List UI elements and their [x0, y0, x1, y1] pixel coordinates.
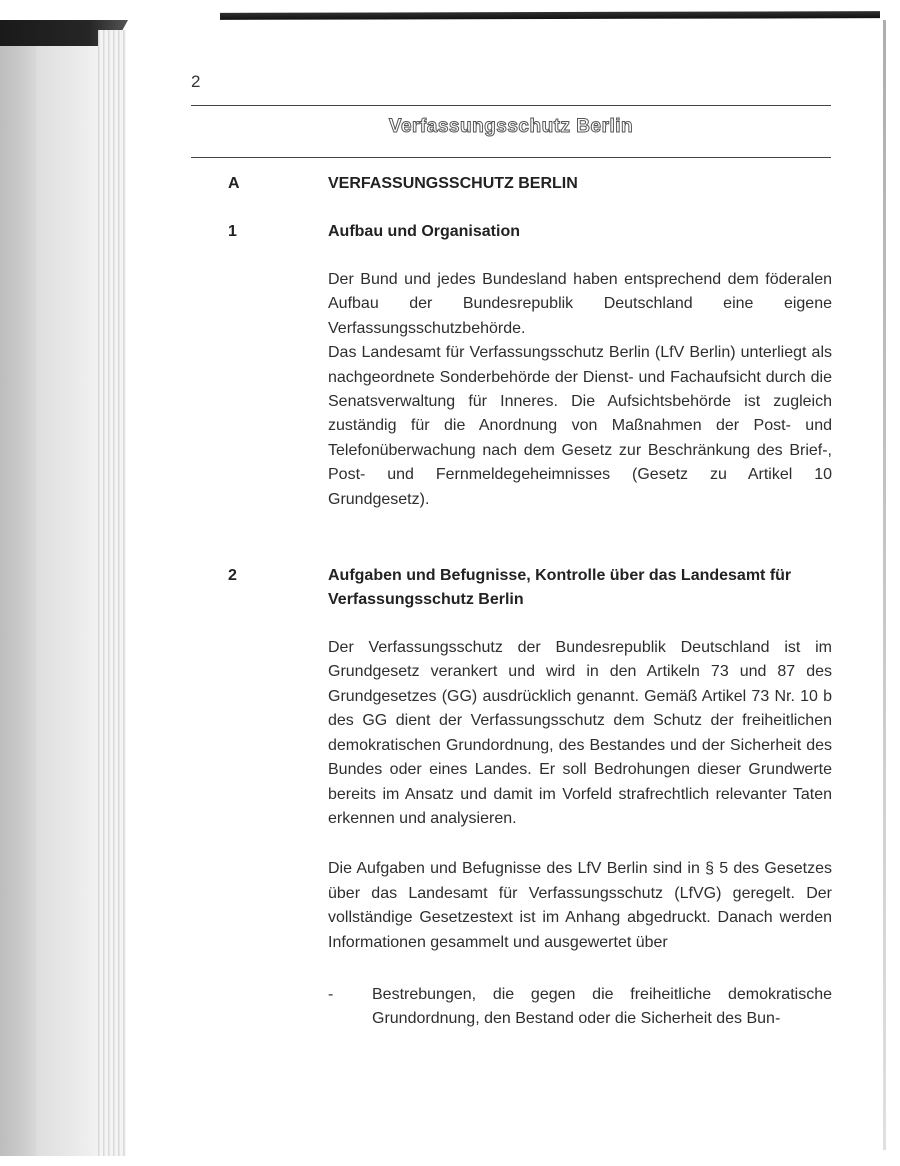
section-1-title: Aufbau und Organisation [328, 223, 520, 240]
running-head: Verfassungsschutz Berlin [388, 116, 634, 137]
section-1-paragraph: Der Bund und jedes Bundesland haben entsprechend dem föderalen Aufbau der Bundesrepublik Deutschland eine eigene Verfassungsschutzbehörde. [328, 271, 832, 337]
page-number: 2 [191, 72, 201, 91]
top-page-edge [220, 11, 880, 20]
book-spine-inner [36, 46, 98, 1156]
page-content [228, 172, 832, 1032]
list-item-marker: - [328, 985, 334, 1003]
section-a-title: VERFASSUNGSSCHUTZ BERLIN [328, 175, 578, 192]
section-2-heading [228, 564, 832, 612]
header-rule-bottom [191, 157, 831, 158]
section-2-paragraph: Die Aufgaben und Befugnisse des LfV Berlin sind in § 5 des Gesetzes über das Landesamt für Verfassungsschutz (LfVG) geregelt. Der vollständige Gesetzestext ist im Anhang abgedruckt. Danach werden Informationen gesammelt und ausgewertet über [328, 860, 832, 951]
section-a-heading [228, 172, 832, 196]
list-item-text: Bestrebungen, die gegen die freiheitliche demokratische Grundordnung, den Bestand oder die Sicherheit des Bun- [372, 985, 832, 1028]
book-spine [0, 46, 36, 1156]
page-edges [98, 30, 126, 1156]
header-rule-top [191, 105, 831, 106]
section-2-paragraph: Der Verfassungsschutz der Bundesrepublik Deutschland ist im Grundgesetz verankert und wird in den Artikeln 73 und 87 des Grundgesetzes (GG) ausdrücklich genannt. Gemäß Artikel 73 Nr. 10 b des GG dient der Verfassungsschutz dem Schutz der freiheitlichen demokratischen Grundordnung, des Bestandes und der Sicherheit des Bundes oder eines Landes. Er soll Bedrohungen dieser Grundwerte bereits im Ansatz und damit im Vorfeld strafrechtlich relevanter Taten erkennen und analysieren. [328, 639, 832, 827]
section-2-title: Aufgaben und Befugnisse, Kontrolle über das Landesamt für Verfassungsschutz Berlin [328, 567, 792, 609]
section-1-number: 1 [228, 223, 237, 240]
right-page-edge [883, 20, 886, 1150]
section-1-paragraph: Das Landesamt für Verfassungsschutz Berlin (LfV Berlin) unterliegt als nachgeordnete Sonderbehörde der Dienst- und Fachaufsicht durch die Senatsverwaltung für Inneres. Die Aufsichtsbehörde ist zugleich zuständig für die Anordnung von Maßnahmen der Post- und Telefonüberwachung nach dem Gesetz zur Beschränkung des Brief-, Post- und Fernmeldegeheimnisses (Gesetz zu Artikel 10 Grundgesetz). [328, 344, 832, 508]
section-a-number: A [228, 175, 240, 192]
list-item [328, 983, 832, 1032]
section-1-heading [228, 220, 832, 244]
section-2-number: 2 [228, 567, 237, 585]
